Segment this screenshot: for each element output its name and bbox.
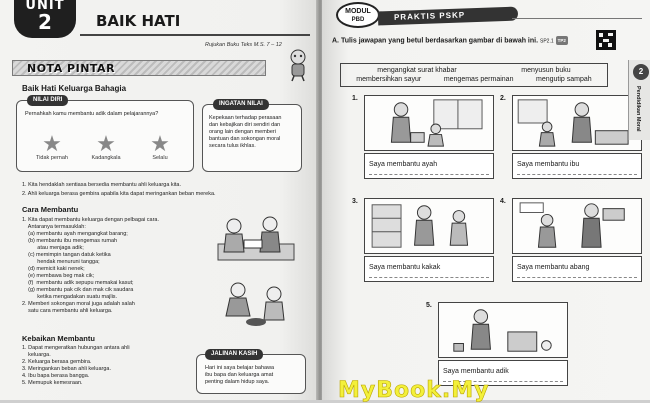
answer-line [517,277,637,278]
panel-number: 5. [426,302,432,309]
cara-line: (c) memimpin tangan datuk ketika [22,252,111,258]
jalinan-kasih-box [196,351,306,394]
header-divider [512,18,642,19]
modul-sub: PBD [351,17,365,23]
modul-label: MODUL [345,8,371,15]
cara-line: (d) memicit kaki nenek; [22,266,85,272]
exercise-panel-5 [426,302,568,386]
panel-number: 2. [500,95,506,102]
textbook-reference: Rujukan Buku Teks M.S. 7 – 12 [205,42,282,48]
brother-trash-picture [512,198,642,254]
sister-books-picture [364,198,494,254]
answer-box[interactable] [364,256,494,282]
cara-line: 1. Kita dapat membantu keluarga dengan pelbagai cara. [22,217,159,223]
answer-box[interactable] [364,153,494,179]
unit-label: UNIT [25,0,65,13]
title-divider [80,34,310,36]
cara-line: (e) membawa beg mak cik; [22,273,95,279]
unit-number: 2 [38,10,52,34]
exercise-panel-3 [352,198,494,282]
panel-number: 4. [500,198,506,205]
younger-sibling-toys-picture [438,302,568,358]
rating-label: Tidak pernah [36,155,68,161]
exercise-panel-4 [500,198,642,282]
star-icon: ★ [96,131,116,156]
instruction-prefix: A. [332,37,339,45]
kebaikan-line: 1. Dapat mengeratkan hubungan antara ahli [22,345,130,351]
cara-line: atau menjaga adik; [22,245,84,251]
rating-option[interactable] [27,133,77,161]
kasih-line: ibu bapa dan keluarga amat [205,372,274,378]
kebaikan-heading: Kebaikan Membantu [22,334,95,343]
answer-text: Saya membantu abang [517,264,590,271]
cara-line: (a) membantu ayah mengangkat barang; [22,231,128,237]
qr-code-icon[interactable] [596,30,616,50]
rating-option[interactable] [135,133,185,161]
instruction-text: Tulis jawapan yang betul berdasarkan gambar di bawah ini. [340,37,539,45]
modul-pbd-badge [336,2,380,28]
word-bank-item: mengutip sampah [536,76,592,83]
cara-line: satu cara membantu ahli keluarga. [22,308,113,314]
cara-line: (f) membantu adik sepupu memakai kasut; [22,280,134,286]
left-page [0,0,318,400]
ingatan-line: bantuan dan sokongan moral [209,136,281,142]
rating-label: Selalu [152,155,168,161]
rating-option[interactable] [81,133,131,161]
star-icon: ★ [150,131,170,156]
kebaikan-line: 2. Keluarga berasa gembira. [22,359,92,365]
cara-line: ketika mengadakan suatu majlis. [22,294,118,300]
ingatan-line: Kepekaan terhadap perasaan [209,115,282,121]
cara-line: hendak menuruni tangga; [22,259,100,265]
star-icon: ★ [42,131,62,156]
section-subheading: Baik Hati Keluarga Bahagia [22,84,127,93]
children-tying-shoe-illustration [208,280,304,328]
ingatan-nilai-box [202,101,302,172]
word-bank-item: mengangkat surat khabar [377,67,457,74]
nilai-diri-tag: NILAI DIRI [27,95,68,106]
cara-line: Antaranya termasuklah: [22,224,86,230]
tp-badge: TP2 [557,38,566,43]
answer-line [517,174,637,175]
ingatan-nilai-tag: INGATAN NILAI [213,99,269,110]
answer-text: Saya membantu kakak [369,264,441,271]
answer-text: Saya membantu ibu [517,161,580,168]
kasih-line: Hari ini saya belajar bahawa [205,365,275,371]
right-page [322,0,650,400]
instruction [332,36,588,46]
point-1: 1. Kita hendaklah sentiasa bersedia membantu ahli keluarga kita. [22,182,181,188]
point-2: 2. Ahli keluarga berasa gembira apabila kita dapat meringankan beban mereka. [22,191,216,197]
cara-line: (g) membantu pak cik dan mak cik saudara [22,287,134,293]
unit-title: BAIK HATI [96,12,181,30]
side-tab-number: 2 [633,64,649,80]
panel-number: 1. [352,95,358,102]
children-reading-illustration [208,212,304,264]
word-bank-item: mengemas permainan [443,76,514,83]
mascot-icon [284,48,312,82]
word-bank-item: membersihkan sayur [356,76,422,83]
kebaikan-line: 5. Memupuk kemesraan. [22,380,83,386]
answer-text: Saya membantu adik [443,368,509,375]
unit-badge [14,0,76,38]
word-bank-item: menyusun buku [521,67,571,74]
word-bank [340,63,608,87]
exercise-panel-1 [352,95,494,179]
mother-cooking-picture [512,95,642,151]
father-carrying-picture [364,95,494,151]
rating-label: Kadangkala [91,155,121,161]
answer-text: Saya membantu ayah [369,161,438,168]
praktis-banner: PRAKTIS PSKP [378,7,518,26]
nilai-diri-box [16,97,194,172]
cara-line: 2. Memberi sokongan moral juga adalah salah [22,301,135,307]
kebaikan-line: 3. Meringankan beban ahli keluarga. [22,366,111,372]
instruction-ref: SP2.1 [540,38,554,45]
cara-heading: Cara Membantu [22,205,79,214]
jalinan-kasih-tag: JALINAN KASIH [205,349,263,360]
exercise-panel-2 [500,95,642,179]
kebaikan-line: 4. Ibu bapa berasa bangga. [22,373,90,379]
answer-box[interactable] [512,256,642,282]
kebaikan-line: keluarga. [22,352,51,358]
watermark-text: MyBook.My [338,378,490,403]
kasih-line: penting dalam hidup saya. [205,379,270,385]
panel-number: 3. [352,198,358,205]
answer-line [369,277,489,278]
cara-line: (b) membantu ibu mengemas rumah [22,238,118,244]
answer-box[interactable] [512,153,642,179]
nota-pintar-banner [12,60,266,76]
chapter-side-tab [628,60,650,140]
answer-line [369,174,489,175]
side-tab-text: Pendidikan Moral [635,86,641,132]
banner-title: NOTA PINTAR [27,62,116,75]
ingatan-line: dan kebajikan diri sendiri dan [209,122,281,128]
nilai-diri-question: Pernahkah kamu membantu adik dalam pelajarannya? [25,111,159,117]
ingatan-line: orang lain dengan memberi [209,129,276,135]
ingatan-line: secara tulus ikhlas. [209,143,256,149]
